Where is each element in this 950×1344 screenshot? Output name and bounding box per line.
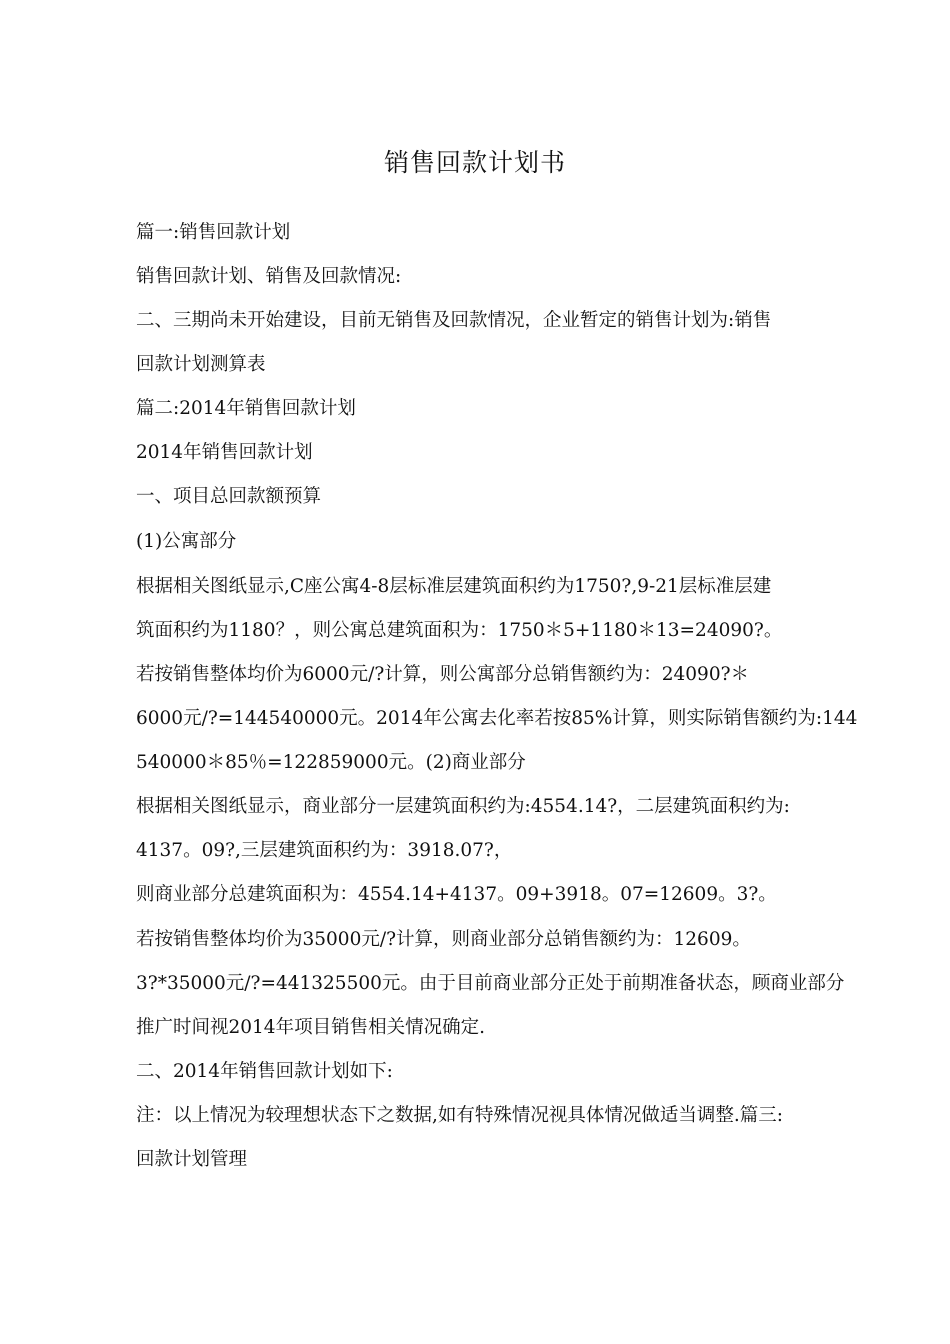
- subsection-heading: (1)公寓部分: [136, 531, 237, 552]
- paragraph-line: 则商业部分总建筑面积为：4554.14+4137。09+3918。07=12609。3?。: [136, 884, 777, 905]
- paragraph-line: 二、三期尚未开始建设，目前无销售及回款情况，企业暂定的销售计划为:销售: [136, 310, 772, 331]
- heading-part-one: 篇一:销售回款计划: [136, 222, 291, 243]
- paragraph-line: 若按销售整体均价为6000元/?计算，则公寓部分总销售额约为：24090?＊: [136, 664, 750, 685]
- paragraph-line: 筑面积约为1180？，则公寓总建筑面积为：1750＊5+1180＊13=24090?。: [136, 620, 783, 641]
- paragraph-line: 6000元/?=144540000元。2014年公寓去化率若按85%计算，则实际销售额约为:144: [136, 708, 858, 729]
- note-line: 注：以上情况为较理想状态下之数据,如有特殊情况视具体情况做适当调整.篇三:: [136, 1105, 783, 1126]
- heading-part-two: 篇二:2014年销售回款计划: [136, 398, 356, 419]
- section-title: 2014年销售回款计划: [136, 442, 313, 463]
- paragraph-line: 回款计划测算表: [136, 354, 266, 375]
- paragraph-line: 540000＊85％=122859000元。(2)商业部分: [136, 752, 526, 773]
- paragraph-line: 根据相关图纸显示,C座公寓4-8层标准层建筑面积约为1750?,9-21层标准层建: [136, 576, 772, 597]
- paragraph-line: 回款计划管理: [136, 1149, 248, 1170]
- paragraph-line: 销售回款计划、销售及回款情况:: [136, 266, 402, 287]
- section-heading: 一、项目总回款额预算: [136, 486, 322, 507]
- paragraph-line: 4137。09?,三层建筑面积约为：3918.07?，: [136, 840, 513, 861]
- paragraph-line: 推广时间视2014年项目销售相关情况确定.: [136, 1017, 485, 1038]
- paragraph-line: 根据相关图纸显示，商业部分一层建筑面积约为:4554.14?，二层建筑面积约为:: [136, 796, 790, 817]
- section-heading: 二、2014年销售回款计划如下:: [136, 1061, 393, 1082]
- paragraph-line: 3?*35000元/?=441325500元。由于目前商业部分正处于前期准备状态，顾商业部分: [136, 973, 845, 994]
- document-title: 销售回款计划书: [383, 148, 566, 177]
- paragraph-line: 若按销售整体均价为35000元/?计算，则商业部分总销售额约为：12609。: [136, 929, 751, 950]
